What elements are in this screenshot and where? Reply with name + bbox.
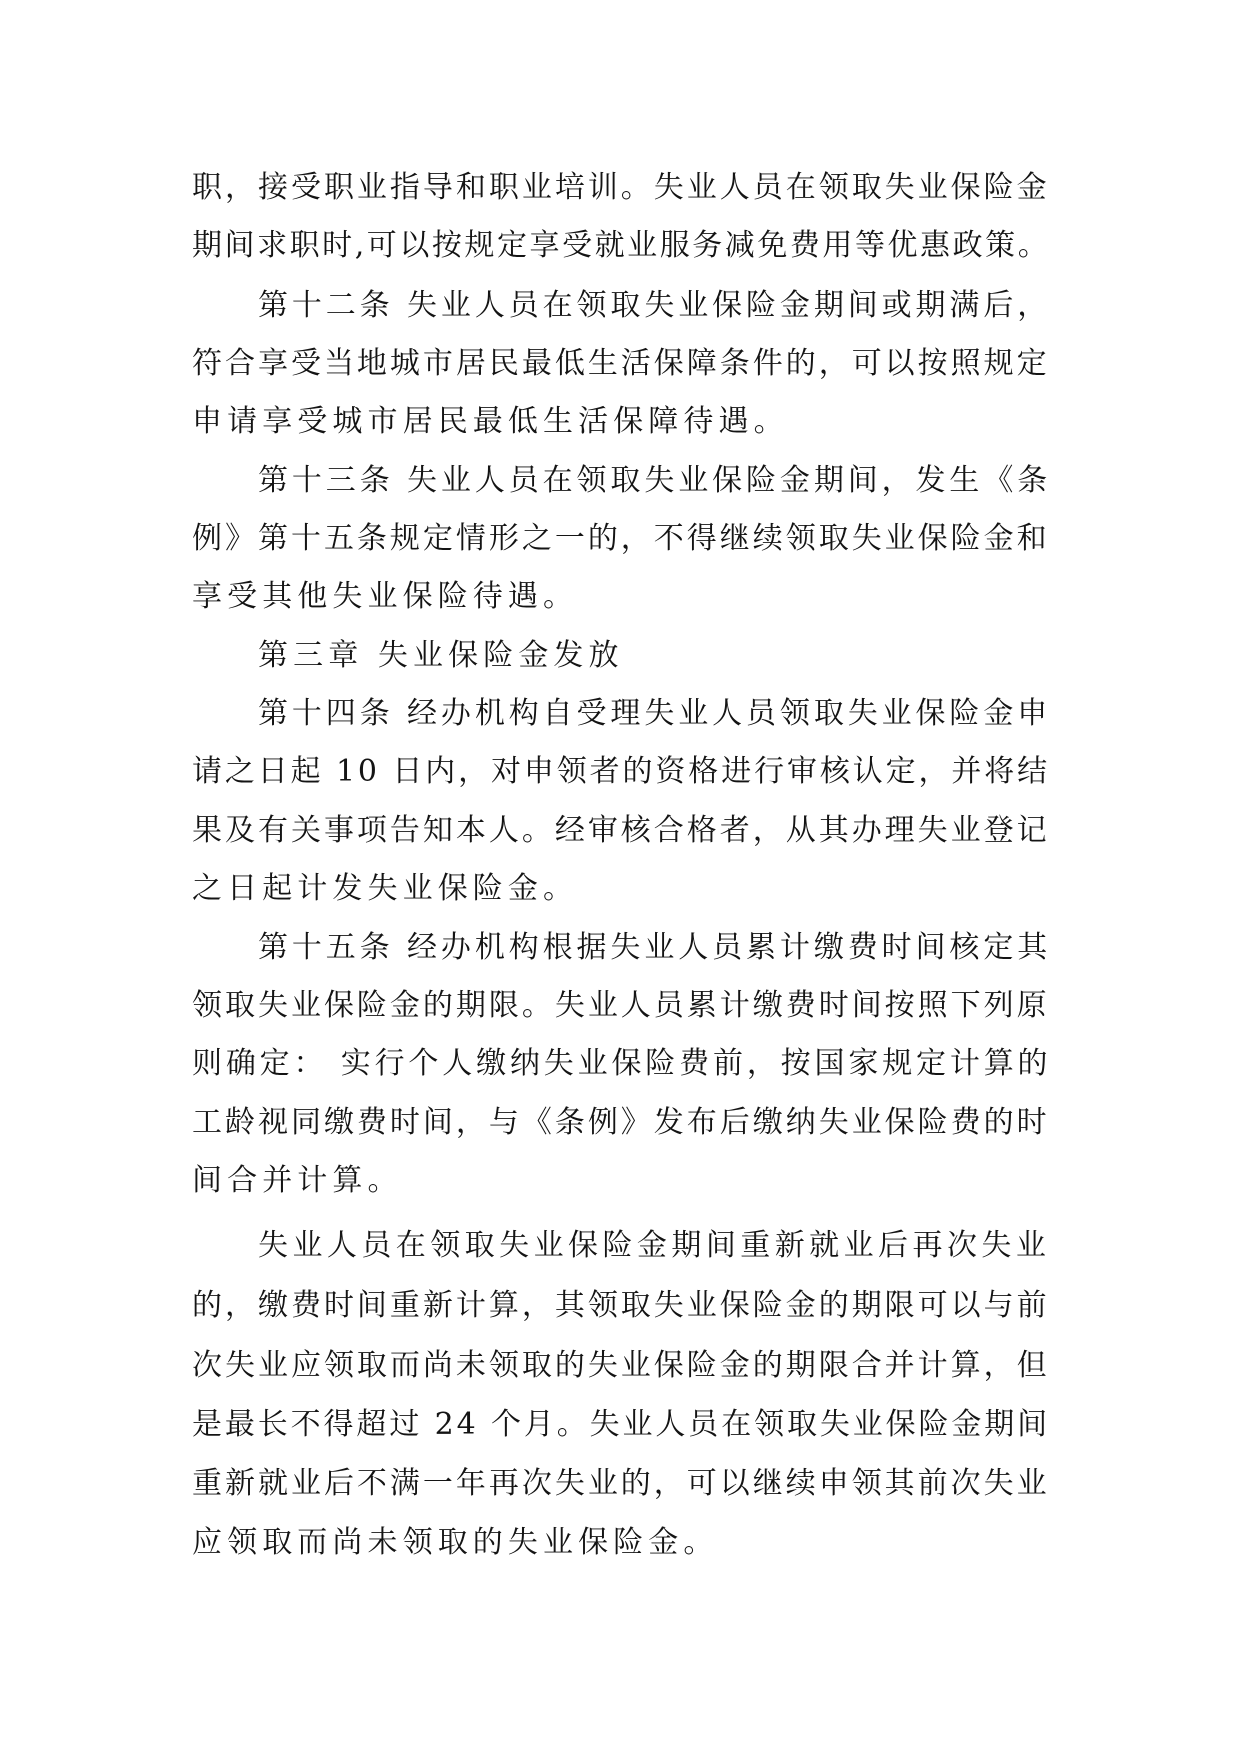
text-line: 次失业应领取而尚未领取的失业保险金的期限合并计算，但 — [192, 1348, 1050, 1383]
text-line: 例》第十五条规定情形之一的，不得继续领取失业保险金和 — [192, 521, 1050, 556]
article-15-heading-line: 第十五条 经办机构根据失业人员累计缴费时间核定其 — [258, 930, 1052, 965]
text-line: 则确定： 实行个人缴纳失业保险费前，按国家规定计算的 — [192, 1046, 1052, 1081]
text-line: 应领取而尚未领取的失业保险金。 — [192, 1525, 719, 1560]
article-13-heading-line: 第十三条 失业人员在领取失业保险金期间，发生《条 — [258, 463, 1052, 498]
text-line: 重新就业后不满一年再次失业的，可以继续申领其前次失业 — [192, 1466, 1050, 1501]
text-line: 间合并计算。 — [192, 1163, 403, 1198]
text-line: 的，缴费时间重新计算，其领取失业保险金的期限可以与前 — [192, 1288, 1050, 1323]
text-line: 请之日起 10 日内，对申领者的资格进行审核认定，并将结 — [192, 754, 1051, 789]
text-line: 工龄视同缴费时间，与《条例》发布后缴纳失业保险费的时 — [192, 1105, 1050, 1140]
text-line: 是最长不得超过 24 个月。失业人员在领取失业保险金期间 — [192, 1407, 1051, 1442]
article-12-heading-line: 第十二条 失业人员在领取失业保险金期间或期满后， — [258, 288, 1052, 323]
paragraph-start-line: 失业人员在领取失业保险金期间重新就业后再次失业 — [258, 1228, 1051, 1263]
text-line: 果及有关事项告知本人。经审核合格者，从其办理失业登记 — [192, 813, 1050, 848]
chapter-3-title: 第三章 失业保险金发放 — [258, 638, 624, 673]
text-line: 申请享受城市居民最低生活保障待遇。 — [192, 404, 789, 439]
text-line: 职，接受职业指导和职业培训。失业人员在领取失业保险金 — [192, 170, 1050, 205]
article-14-heading-line: 第十四条 经办机构自受理失业人员领取失业保险金申 — [258, 696, 1052, 731]
text-line: 领取失业保险金的期限。失业人员累计缴费时间按照下列原 — [192, 988, 1050, 1023]
text-line: 享受其他失业保险待遇。 — [192, 579, 579, 614]
text-line: 符合享受当地城市居民最低生活保障条件的，可以按照规定 — [192, 346, 1050, 381]
text-line: 期间求职时,可以按规定享受就业服务减免费用等优惠政策。 — [192, 228, 1051, 263]
text-line: 之日起计发失业保险金。 — [192, 871, 579, 906]
